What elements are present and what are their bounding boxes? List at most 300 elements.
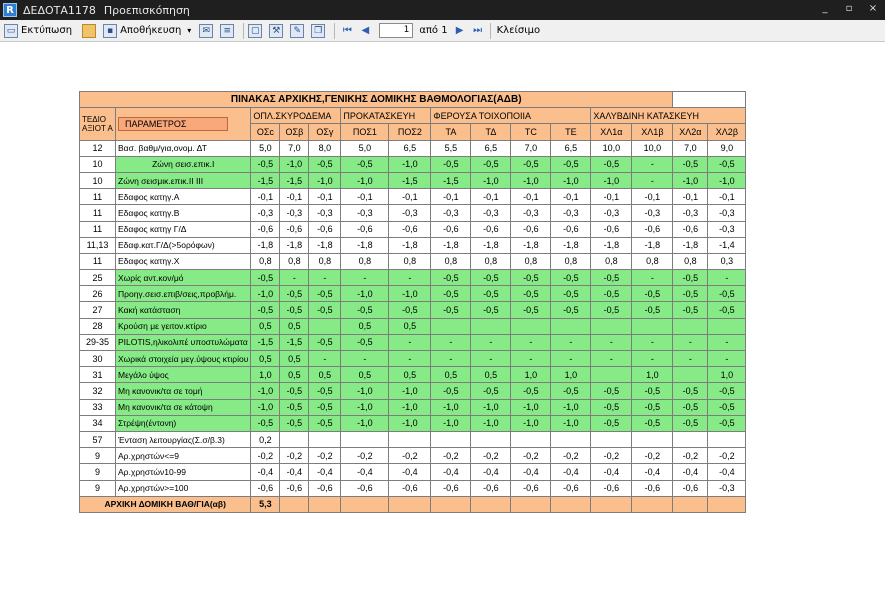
value-cell: -0,5 xyxy=(251,415,280,431)
value-cell: -0,6 xyxy=(389,221,431,237)
row-parameter-cell: Χωρικά στοιχεία μεγ.ύψους κτιρίου xyxy=(116,351,251,367)
value-cell: - xyxy=(551,351,591,367)
row-article-cell: 11,13 xyxy=(80,237,116,253)
value-cell: -0,4 xyxy=(431,464,471,480)
table-row xyxy=(80,286,746,302)
value-cell: 0,3 xyxy=(708,253,746,269)
value-cell: -1,8 xyxy=(591,237,632,253)
value-cell: -0,5 xyxy=(309,156,341,172)
value-cell: -0,6 xyxy=(632,480,673,496)
column-header: ΤΑ xyxy=(431,124,471,140)
value-cell xyxy=(511,318,551,334)
value-cell: 5,0 xyxy=(251,140,280,156)
minimize-button[interactable]: _ xyxy=(822,3,828,14)
row-article-cell: 33 xyxy=(80,399,116,415)
value-cell: -0,5 xyxy=(632,302,673,318)
value-cell: -0,5 xyxy=(673,156,708,172)
value-cell: -1,0 xyxy=(341,383,389,399)
value-cell: 1,0 xyxy=(511,367,551,383)
value-cell: -0,5 xyxy=(309,415,341,431)
value-cell: -0,5 xyxy=(280,399,309,415)
value-cell: - xyxy=(632,270,673,286)
value-cell: -1,5 xyxy=(431,172,471,188)
value-cell: -0,5 xyxy=(431,270,471,286)
value-cell xyxy=(591,431,632,447)
row-article-cell: 32 xyxy=(80,383,116,399)
footer-label: ΑΡΧΙΚΗ ΔΟΜΙΚΗ ΒΑΘ/ΓΙΑ(αβ) xyxy=(80,496,251,512)
value-cell: -0,5 xyxy=(591,270,632,286)
value-cell xyxy=(309,318,341,334)
value-cell: -0,1 xyxy=(708,189,746,205)
value-cell: -0,5 xyxy=(673,399,708,415)
value-cell: -1,8 xyxy=(632,237,673,253)
value-cell: -0,5 xyxy=(632,415,673,431)
value-cell: -0,5 xyxy=(591,302,632,318)
value-cell: -1,8 xyxy=(251,237,280,253)
footer-blank-cell xyxy=(632,496,673,512)
value-cell: -1,0 xyxy=(591,172,632,188)
value-cell: - xyxy=(708,270,746,286)
value-cell: - xyxy=(431,351,471,367)
table-row xyxy=(80,140,746,156)
value-cell: -1,0 xyxy=(471,415,511,431)
print-button[interactable] xyxy=(4,22,72,40)
value-cell: 0,5 xyxy=(280,367,309,383)
value-cell: -0,5 xyxy=(251,270,280,286)
value-cell: - xyxy=(511,351,551,367)
value-cell: 0,5 xyxy=(389,318,431,334)
value-cell: -0,1 xyxy=(251,189,280,205)
footer-blank-cell xyxy=(309,496,341,512)
value-cell: -0,5 xyxy=(591,383,632,399)
value-cell: -0,5 xyxy=(673,383,708,399)
footer-blank-cell xyxy=(431,496,471,512)
value-cell: -1,0 xyxy=(511,172,551,188)
print-label: Εκτύπωση xyxy=(21,25,73,36)
value-cell: -1,0 xyxy=(389,399,431,415)
value-cell: -0,4 xyxy=(309,464,341,480)
copy-icon: ❐ xyxy=(311,24,325,38)
row-article-cell: 31 xyxy=(80,367,116,383)
value-cell: -1,0 xyxy=(341,172,389,188)
row-article-cell: 9 xyxy=(80,480,116,496)
value-cell: - xyxy=(632,334,673,350)
value-cell xyxy=(708,431,746,447)
value-cell: -1,5 xyxy=(251,334,280,350)
table-row xyxy=(80,480,746,496)
column-header: ΟΣβ xyxy=(280,124,309,140)
save-dropdown-button[interactable]: ▾ xyxy=(187,26,192,35)
value-cell: -0,5 xyxy=(309,286,341,302)
value-cell: -0,5 xyxy=(309,383,341,399)
value-cell: -0,4 xyxy=(551,464,591,480)
row-parameter-cell: Αρ.χρηστών<=9 xyxy=(116,448,251,464)
page-number-input[interactable]: 1 xyxy=(379,23,413,38)
table-row xyxy=(80,172,746,188)
value-cell: -0,5 xyxy=(632,399,673,415)
toolbar-separator xyxy=(490,23,491,39)
window-subtitle: Προεπισκόπηση xyxy=(103,3,190,17)
column-header: ΟΣc xyxy=(251,124,280,140)
column-header: ΠΟΣ2 xyxy=(389,124,431,140)
value-cell: -0,5 xyxy=(251,302,280,318)
table-row xyxy=(80,415,746,431)
value-cell: -0,1 xyxy=(280,189,309,205)
value-cell: 0,5 xyxy=(389,367,431,383)
value-cell xyxy=(673,318,708,334)
value-cell: -0,5 xyxy=(471,302,511,318)
value-cell: -0,5 xyxy=(591,399,632,415)
table-row xyxy=(80,399,746,415)
value-cell: -1,0 xyxy=(551,415,591,431)
value-cell: -0,3 xyxy=(251,205,280,221)
value-cell: -0,1 xyxy=(389,189,431,205)
value-cell: - xyxy=(673,351,708,367)
value-cell: -0,5 xyxy=(708,286,746,302)
copy-button[interactable] xyxy=(311,22,328,40)
value-cell: 5,0 xyxy=(341,140,389,156)
value-cell: -1,8 xyxy=(309,237,341,253)
footer-blank-cell xyxy=(280,496,309,512)
value-cell: -1,8 xyxy=(280,237,309,253)
value-cell: -0,5 xyxy=(511,302,551,318)
value-cell: -0,6 xyxy=(591,221,632,237)
value-cell: -0,3 xyxy=(708,221,746,237)
structural-rating-table xyxy=(79,91,746,513)
edit-button[interactable] xyxy=(290,22,307,40)
column-header: ΧΛ1β xyxy=(632,124,673,140)
restore-button[interactable]: ▫ xyxy=(845,3,853,14)
footer-row xyxy=(80,496,746,512)
value-cell: -0,6 xyxy=(251,480,280,496)
value-cell: -0,6 xyxy=(280,221,309,237)
value-cell: -0,4 xyxy=(632,464,673,480)
value-cell xyxy=(673,431,708,447)
row-article-cell: 11 xyxy=(80,189,116,205)
value-cell: -1,0 xyxy=(389,383,431,399)
value-cell: -0,4 xyxy=(471,464,511,480)
value-cell: - xyxy=(280,270,309,286)
page-view-button[interactable] xyxy=(248,22,265,40)
value-cell: -0,3 xyxy=(471,205,511,221)
value-cell: -1,0 xyxy=(341,286,389,302)
value-cell: -0,2 xyxy=(708,448,746,464)
value-cell: 10,0 xyxy=(591,140,632,156)
group-header-masonry: ΦΕΡΟΥΣΑ ΤΟΙΧΟΠΟΙΙΑ xyxy=(431,108,591,124)
value-cell: 0,5 xyxy=(471,367,511,383)
edit-icon: ✎ xyxy=(290,24,304,38)
value-cell: -0,2 xyxy=(511,448,551,464)
value-cell: -0,4 xyxy=(673,464,708,480)
value-cell: -0,5 xyxy=(431,302,471,318)
value-cell: -0,2 xyxy=(673,448,708,464)
column-header: ΤC xyxy=(511,124,551,140)
column-header: ΤΔ xyxy=(471,124,511,140)
table-row xyxy=(80,156,746,172)
value-cell: - xyxy=(309,351,341,367)
value-cell xyxy=(673,367,708,383)
value-cell: -1,4 xyxy=(708,237,746,253)
value-cell: 9,0 xyxy=(708,140,746,156)
first-page-button[interactable]: ⏮ xyxy=(342,24,352,36)
value-cell: -0,5 xyxy=(708,415,746,431)
value-cell: -0,1 xyxy=(431,189,471,205)
value-cell: -0,6 xyxy=(471,480,511,496)
value-cell: -0,2 xyxy=(389,448,431,464)
value-cell: -0,5 xyxy=(673,302,708,318)
value-cell: -1,0 xyxy=(471,399,511,415)
row-parameter-cell: Εδαφος κατηγ Γ/Δ xyxy=(116,221,251,237)
value-cell: -0,5 xyxy=(551,302,591,318)
save-button[interactable] xyxy=(103,22,181,40)
value-cell: - xyxy=(389,351,431,367)
row-parameter-cell: Στρέψη(έντονη) xyxy=(116,415,251,431)
next-page-button[interactable]: ▶ xyxy=(455,24,464,36)
value-cell: -0,6 xyxy=(309,221,341,237)
title-blank-cell xyxy=(673,92,746,108)
column-header: ΧΛ2α xyxy=(673,124,708,140)
value-cell: - xyxy=(471,351,511,367)
value-cell: 7,0 xyxy=(280,140,309,156)
previous-page-button[interactable]: ◀ xyxy=(361,24,370,36)
value-cell: -0,5 xyxy=(471,270,511,286)
value-cell: -0,1 xyxy=(673,189,708,205)
value-cell: -0,5 xyxy=(431,286,471,302)
value-cell xyxy=(708,318,746,334)
value-cell: - xyxy=(673,334,708,350)
row-article-cell: 10 xyxy=(80,156,116,172)
value-cell: 1,0 xyxy=(551,367,591,383)
value-cell: -0,6 xyxy=(431,221,471,237)
value-cell: -0,5 xyxy=(431,383,471,399)
row-parameter-cell: Μη κανονικ/τα σε τομή xyxy=(116,383,251,399)
value-cell: -1,0 xyxy=(673,172,708,188)
row-parameter-cell: PILOTIS,ηλικολιπέ υποστυλώματα xyxy=(116,334,251,350)
value-cell: -0,5 xyxy=(673,415,708,431)
value-cell: -0,3 xyxy=(511,205,551,221)
value-cell: -0,3 xyxy=(708,205,746,221)
row-parameter-cell: Βασ. βαθμ/για,ονομ. ΔΤ xyxy=(116,140,251,156)
value-cell: 0,8 xyxy=(251,253,280,269)
value-cell: -0,2 xyxy=(632,448,673,464)
value-cell: -0,3 xyxy=(341,205,389,221)
value-cell: -0,5 xyxy=(632,383,673,399)
table-row xyxy=(80,205,746,221)
footer-blank-cell xyxy=(708,496,746,512)
value-cell xyxy=(511,431,551,447)
value-cell xyxy=(551,431,591,447)
value-cell: -1,5 xyxy=(389,172,431,188)
row-parameter-cell: Μεγάλο ύψος xyxy=(116,367,251,383)
value-cell: -0,1 xyxy=(591,189,632,205)
value-cell: 0,8 xyxy=(389,253,431,269)
value-cell: -0,5 xyxy=(708,383,746,399)
value-cell: -0,2 xyxy=(471,448,511,464)
value-cell xyxy=(632,318,673,334)
value-cell: -0,3 xyxy=(632,205,673,221)
envelope-icon: ✉ xyxy=(199,24,213,38)
value-cell xyxy=(591,367,632,383)
value-cell: -0,1 xyxy=(551,189,591,205)
value-cell: -0,6 xyxy=(551,480,591,496)
value-cell xyxy=(591,318,632,334)
value-cell: -0,5 xyxy=(471,286,511,302)
table-row xyxy=(80,367,746,383)
toolbar-separator xyxy=(243,23,244,39)
value-cell: -0,5 xyxy=(551,383,591,399)
value-cell xyxy=(280,431,309,447)
row-article-cell: 9 xyxy=(80,448,116,464)
table-row xyxy=(80,448,746,464)
value-cell: -0,5 xyxy=(471,383,511,399)
value-cell: 0,5 xyxy=(251,351,280,367)
value-cell: -0,5 xyxy=(280,383,309,399)
value-cell: -1,0 xyxy=(251,286,280,302)
floppy-disk-icon: ▪ xyxy=(103,24,117,38)
group-header-steel: ΧΑΛΥΒΔΙΝΗ ΚΑΤΑΣΚΕΥΗ xyxy=(591,108,746,124)
row-parameter-cell: Εδαφ.κατ.Γ/Δ(>5ορόφων) xyxy=(116,237,251,253)
value-cell: 0,8 xyxy=(591,253,632,269)
value-cell xyxy=(471,318,511,334)
open-button[interactable] xyxy=(82,22,99,40)
row-parameter-cell: Εδαφος κατηγ.Χ xyxy=(116,253,251,269)
value-cell: - xyxy=(551,334,591,350)
group-header-concrete: ΟΠΛ.ΣΚΥΡΟΔΕΜΑ xyxy=(251,108,341,124)
setup-button[interactable] xyxy=(269,22,286,40)
value-cell: -1,8 xyxy=(431,237,471,253)
value-cell: -1,0 xyxy=(389,156,431,172)
value-cell xyxy=(341,431,389,447)
value-cell: -0,5 xyxy=(280,286,309,302)
value-cell: - xyxy=(632,351,673,367)
close-preview-button[interactable] xyxy=(497,22,540,40)
last-page-button[interactable]: ⏭ xyxy=(473,24,483,36)
row-article-cell: 57 xyxy=(80,431,116,447)
value-cell: -0,6 xyxy=(511,480,551,496)
value-cell xyxy=(471,431,511,447)
value-cell: -0,5 xyxy=(341,302,389,318)
value-cell: 10,0 xyxy=(632,140,673,156)
footer-blank-cell xyxy=(341,496,389,512)
value-cell: -0,4 xyxy=(280,464,309,480)
email-button[interactable] xyxy=(199,22,216,40)
value-cell: - xyxy=(708,351,746,367)
row-parameter-cell: Αρ.χρηστών10-99 xyxy=(116,464,251,480)
export-button[interactable] xyxy=(220,22,237,40)
value-cell: -0,6 xyxy=(280,480,309,496)
column-header: ΟΣγ xyxy=(309,124,341,140)
value-cell: -0,5 xyxy=(341,334,389,350)
value-cell: -0,2 xyxy=(431,448,471,464)
footer-blank-cell xyxy=(673,496,708,512)
value-cell: -0,1 xyxy=(471,189,511,205)
row-parameter-cell: Χωρίς αντ.κον/μό xyxy=(116,270,251,286)
value-cell: 0,5 xyxy=(280,351,309,367)
value-cell: -0,2 xyxy=(591,448,632,464)
value-cell: 0,8 xyxy=(280,253,309,269)
value-cell: -1,8 xyxy=(511,237,551,253)
value-cell: -0,5 xyxy=(431,156,471,172)
footer-blank-cell xyxy=(591,496,632,512)
printer-icon: ▭ xyxy=(4,24,18,38)
table-row xyxy=(80,237,746,253)
row-parameter-cell: Προηγ.σεισ.επιβ/σεις,προβλήμ. xyxy=(116,286,251,302)
value-cell: -0,6 xyxy=(309,480,341,496)
value-cell: -0,5 xyxy=(280,415,309,431)
value-cell: 6,5 xyxy=(551,140,591,156)
value-cell: -0,5 xyxy=(511,383,551,399)
value-cell xyxy=(551,318,591,334)
value-cell: 1,0 xyxy=(708,367,746,383)
page-count-label: από 1 xyxy=(419,25,448,36)
row-parameter-cell: Εδαφος κατηγ.Α xyxy=(116,189,251,205)
value-cell: -0,3 xyxy=(280,205,309,221)
value-cell: 7,0 xyxy=(673,140,708,156)
row-article-cell: 11 xyxy=(80,205,116,221)
value-cell: -0,5 xyxy=(551,286,591,302)
row-article-cell: 34 xyxy=(80,415,116,431)
value-cell: -1,0 xyxy=(341,399,389,415)
parameter-label: ΠΑΡΑΜΕΤΡΟΣ xyxy=(118,117,228,131)
row-parameter-cell: Ζώνη σεισ.επικ.Ι xyxy=(116,156,251,172)
value-cell: -1,8 xyxy=(551,237,591,253)
value-cell: 8,0 xyxy=(309,140,341,156)
value-cell: -0,5 xyxy=(708,302,746,318)
article-header: ΤΕΔΙΟ ΑΞΙΟΤ Α xyxy=(80,108,116,140)
value-cell: -0,6 xyxy=(431,480,471,496)
app-logo-icon: R xyxy=(3,3,17,17)
value-cell: -0,5 xyxy=(309,302,341,318)
value-cell: 5,5 xyxy=(431,140,471,156)
value-cell: -1,0 xyxy=(280,156,309,172)
footer-blank-cell xyxy=(389,496,431,512)
close-preview-label: Κλείσιμο xyxy=(496,25,541,36)
page-view-icon: ▢ xyxy=(248,24,262,38)
value-cell: 0,5 xyxy=(431,367,471,383)
value-cell: -0,6 xyxy=(591,480,632,496)
row-article-cell: 27 xyxy=(80,302,116,318)
value-cell: -0,5 xyxy=(389,302,431,318)
close-window-button[interactable]: × xyxy=(868,3,878,14)
row-article-cell: 11 xyxy=(80,221,116,237)
value-cell: 0,8 xyxy=(632,253,673,269)
group-header-prefab: ΠΡΟΚΑΤΑΣΚΕΥΗ xyxy=(341,108,431,124)
column-header: ΧΛ2β xyxy=(708,124,746,140)
table-row xyxy=(80,431,746,447)
value-cell: -0,6 xyxy=(471,221,511,237)
value-cell: - xyxy=(309,270,341,286)
table-row xyxy=(80,383,746,399)
value-cell: 0,2 xyxy=(251,431,280,447)
value-cell: -0,4 xyxy=(341,464,389,480)
row-article-cell: 9 xyxy=(80,464,116,480)
value-cell: -0,6 xyxy=(673,221,708,237)
value-cell: -0,2 xyxy=(309,448,341,464)
row-article-cell: 30 xyxy=(80,351,116,367)
column-header: ΠΟΣ1 xyxy=(341,124,389,140)
value-cell: -0,2 xyxy=(251,448,280,464)
row-article-cell: 25 xyxy=(80,270,116,286)
value-cell: -1,0 xyxy=(551,399,591,415)
value-cell: -0,5 xyxy=(551,270,591,286)
value-cell: -0,1 xyxy=(309,189,341,205)
table-row xyxy=(80,464,746,480)
value-cell: -0,5 xyxy=(309,334,341,350)
value-cell: 0,5 xyxy=(309,367,341,383)
value-cell: -0,2 xyxy=(551,448,591,464)
footer-blank-cell xyxy=(551,496,591,512)
value-cell: -1,8 xyxy=(341,237,389,253)
